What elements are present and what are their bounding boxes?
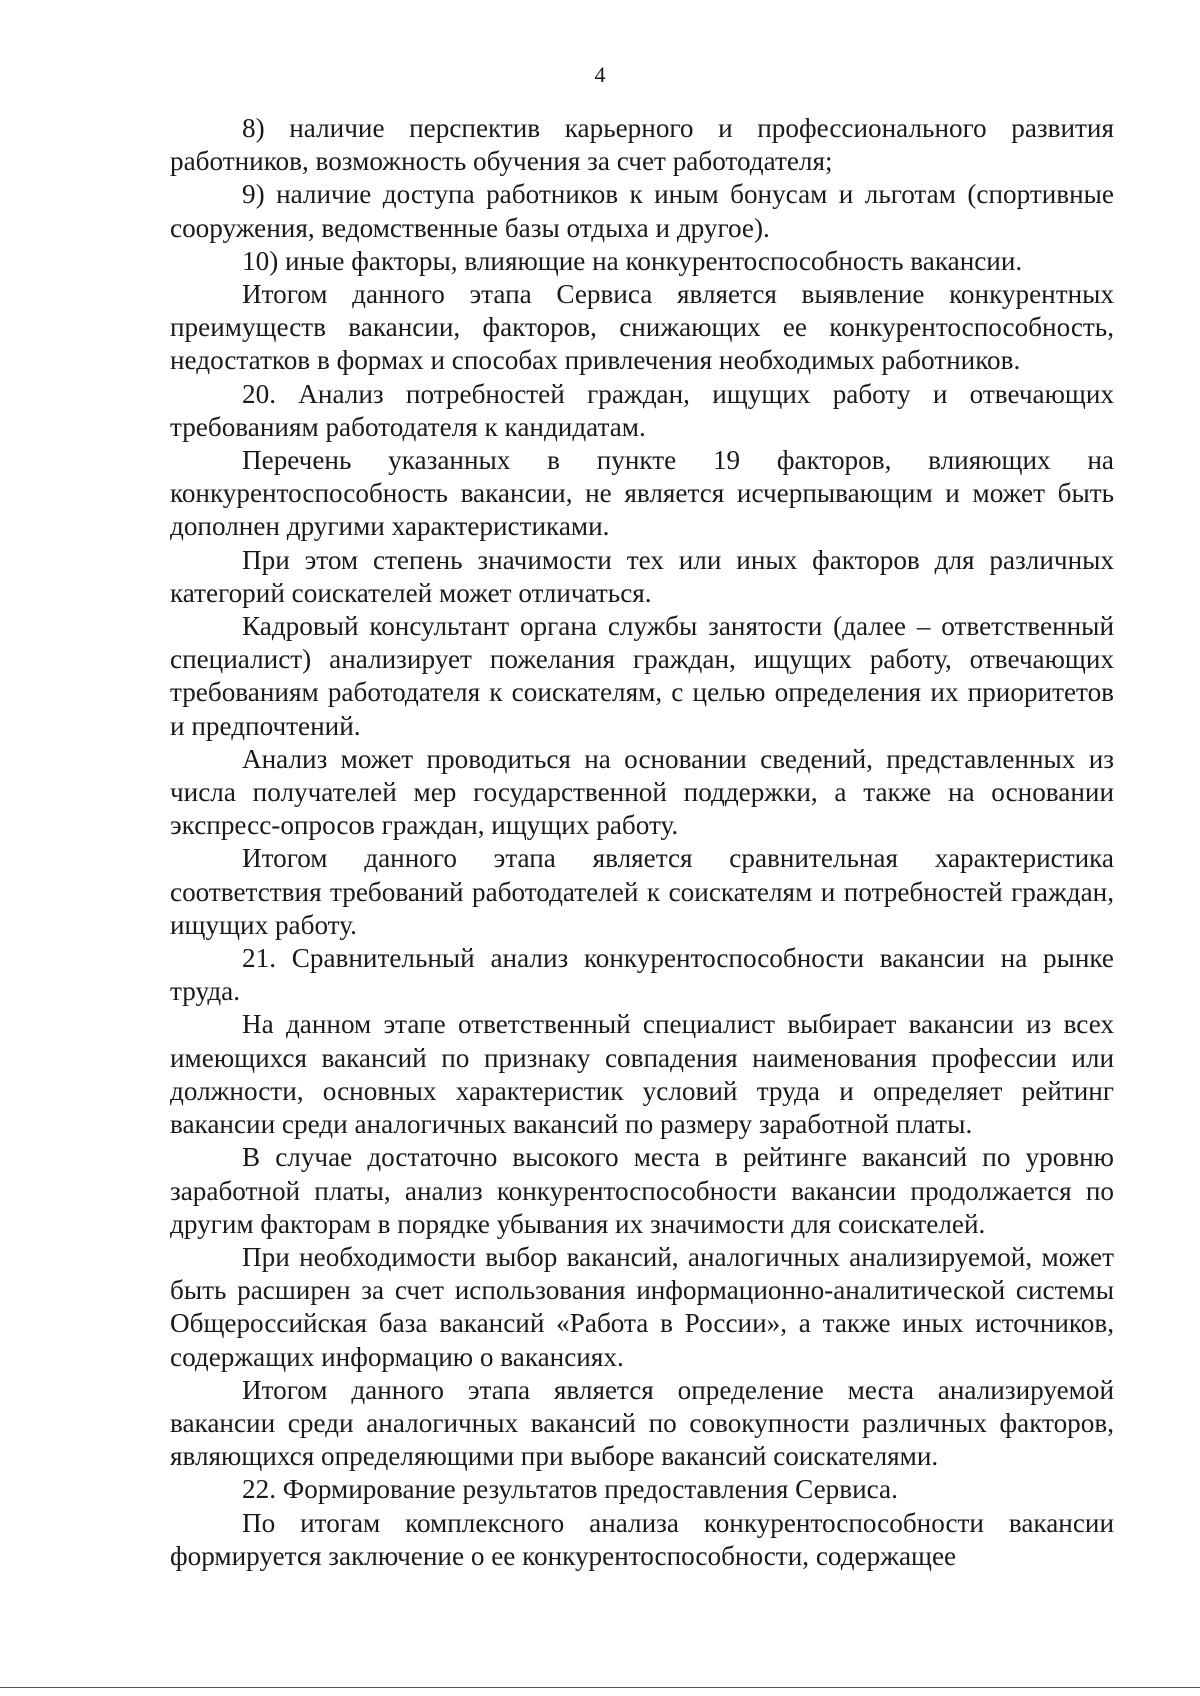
- paragraph-section-20: 20. Анализ потребностей граждан, ищущих работу и отвечающих требованиям работодателя к кандидатам.: [170, 378, 1114, 442]
- paragraph-section-21: 21. Сравнительный анализ конкурентоспособности вакансии на рынке труда.: [170, 943, 1114, 1007]
- paragraph-significance: При этом степень значимости тех или иных факторов для различных категорий соискателей может отличаться.: [170, 544, 1114, 608]
- paragraph-item-9: 9) наличие доступа работников к иным бонусам и льготам (спортивные сооружения, ведомственные базы отдыха и другое).: [170, 179, 1114, 243]
- paragraph-expansion: При необходимости выбор вакансий, аналогичных анализируемой, может быть расширен за счет использования информационно-аналитической системы Общероссийская база вакансий «Работа в России», а также иных источников, содержащих информацию о вакансиях.: [170, 1241, 1114, 1372]
- page-number: 4: [594, 62, 606, 87]
- paragraph-section-22: 22. Формирование результатов предоставления Сервиса.: [242, 1474, 898, 1505]
- paragraph-consultant: Кадровый консультант органа службы занятости (далее – ответственный специалист) анализирует пожелания граждан, ищущих работу, отвечающих требованиям работодателя к соискателям, с целью определения их приоритетов и предпочтений.: [170, 611, 1114, 741]
- paragraph-stage-result-2: Итогом данного этапа является сравнительная характеристика соответствия требований работодателей к соискателям и потребностей граждан, ищущих работу.: [170, 843, 1114, 940]
- paragraph-item-8: 8) наличие перспектив карьерного и профессионального развития работников, возможность обучения за счет работодателя;: [170, 113, 1114, 177]
- paragraph-stage-result-3: Итогом данного этапа является определение места анализируемой вакансии среди аналогичных вакансий по совокупности различных факторов, являющихся определяющими при выборе вакансий соискателями.: [170, 1374, 1114, 1472]
- paragraph-analysis-basis: Анализ может проводиться на основании сведений, представленных из числа получателей мер государственной поддержки, а также на основании экспресс-опросов граждан, ищущих работу.: [170, 743, 1114, 841]
- paragraph-item-10: 10) иные факторы, влияющие на конкурентоспособность вакансии.: [242, 245, 1023, 276]
- paragraph-rating: В случае достаточно высокого места в рейтинге вакансий по уровню заработной платы, анализ конкурентоспособности вакансии продолжается по другим факторам в порядке убывания их значимости для соискателей.: [170, 1142, 1114, 1239]
- paragraph-selection: На данном этапе ответственный специалист выбирает вакансии из всех имеющихся вакансий по признаку совпадения наименования профессии или должности, основных характеристик условий труда и определяет рейтинг вакансии среди аналогичных вакансий по размеру заработной платы.: [170, 1009, 1114, 1140]
- page-bottom-rule: [0, 1687, 1200, 1688]
- paragraph-stage-result: Итогом данного этапа Сервиса является выявление конкурентных преимуществ вакансии, факторов, снижающих ее конкурентоспособность, недостатков в формах и способах привлечения необходимых работников.: [170, 279, 1114, 376]
- paragraph-factors-list: Перечень указанных в пункте 19 факторов, влияющих на конкурентоспособность вакансии, не является исчерпывающим и может быть дополнен другими характеристиками.: [170, 445, 1114, 542]
- paragraph-conclusion: По итогам комплексного анализа конкурентоспособности вакансии формируется заключение о ее конкурентоспособности, содержащее: [170, 1507, 1114, 1571]
- document-body: [170, 112, 1114, 1573]
